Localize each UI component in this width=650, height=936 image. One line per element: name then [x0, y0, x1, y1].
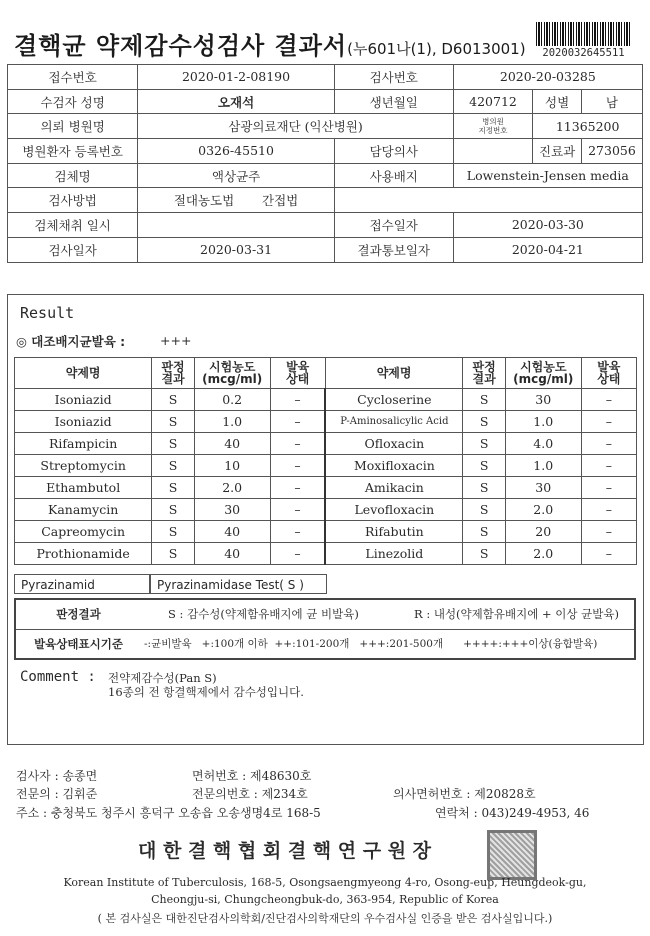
receive-date-value: 2020-03-30: [453, 213, 642, 238]
table-row: [15, 389, 637, 411]
judge-result: S: [152, 433, 195, 455]
col-drug: 약제명: [15, 358, 152, 389]
drug-name: Isoniazid: [15, 411, 152, 433]
drug-name: Capreomycin: [15, 521, 152, 543]
growth-status: –: [581, 433, 636, 455]
growth-status: –: [270, 433, 325, 455]
contact: 연락처 : 043)249-4953, 46: [435, 806, 590, 820]
table-row: [8, 213, 643, 238]
pyrazinamid-label: Pyrazinamid: [14, 574, 150, 594]
test-no-value: 2020-20-03285: [453, 65, 642, 90]
barcode-number: 2020032645511: [542, 47, 625, 59]
title-text: 결핵균 약제감수성검사 결과서: [14, 32, 348, 60]
doctor-license: 의사면허번호 : 제20828호: [393, 787, 536, 801]
growth-status: –: [581, 543, 636, 565]
comment-label: Comment :: [20, 669, 96, 685]
drug-name: Linezolid: [325, 543, 463, 565]
birth-label: 생년월일: [334, 89, 453, 114]
table-row: [8, 114, 643, 139]
doctor-label: 담당의사: [334, 139, 453, 164]
control-label: ◎ 대조배지균발육 :: [16, 334, 126, 349]
hospital-code-label: 병의원 지정번호: [453, 114, 533, 139]
col-conc-2: 시험농도 (mcg/ml): [505, 358, 581, 389]
table-row: [15, 411, 637, 433]
col-judge: 판정 결과: [152, 358, 195, 389]
growth-criteria-text: -:균비발육 +:100개 이하 ++:101-200개 +++:201-500개 ++++:+++이상(융합발육): [144, 638, 598, 650]
test-concentration: 30: [194, 499, 270, 521]
address: 주소 : 충청북도 청주시 흥덕구 오송읍 오송생명4로 168-5: [16, 806, 321, 820]
specialist: 전문의 : 김휘준: [16, 787, 98, 801]
col-judge-2: 판정 결과: [463, 358, 506, 389]
judge-criteria-row: [16, 600, 634, 630]
barcode: [536, 22, 631, 46]
method-value: [138, 188, 334, 213]
judge-result: S: [152, 455, 195, 477]
patient-info-table: [7, 64, 643, 263]
sex-label: 성별: [533, 89, 582, 114]
judge-result: S: [463, 433, 506, 455]
test-concentration: 1.0: [505, 411, 581, 433]
test-concentration: 1.0: [505, 455, 581, 477]
drug-name: Cycloserine: [325, 389, 463, 411]
test-concentration: 40: [194, 521, 270, 543]
growth-status: –: [581, 389, 636, 411]
test-concentration: 20: [505, 521, 581, 543]
test-date-value: 2020-03-31: [138, 237, 334, 262]
table-row: [15, 521, 637, 543]
control-value: +++: [160, 333, 192, 348]
drug-name: Streptomycin: [15, 455, 152, 477]
patient-name-label: 수검자 성명: [8, 89, 138, 114]
patient-name-value: 오재석: [138, 89, 334, 114]
judge-result: S: [463, 477, 506, 499]
certification-note: ( 본 검사실은 대한진단검사의학회/진단검사의학재단의 우수검사실 인증을 받은 검사실입니다.): [97, 912, 553, 925]
growth-status: –: [270, 455, 325, 477]
test-concentration: 10: [194, 455, 270, 477]
growth-status: –: [581, 455, 636, 477]
table-row: [8, 188, 643, 213]
method-2: 간접법: [262, 193, 299, 209]
growth-status: –: [581, 477, 636, 499]
drug-result-table: [14, 357, 637, 565]
growth-status: –: [581, 499, 636, 521]
english-address-1: Korean Institute of Tuberculosis, 168-5, Osongsaengmyeong 4-ro, Osong-eup, Heungdeok-gu,: [63, 876, 587, 889]
tester: 검사자 : 송종면: [16, 769, 98, 783]
test-concentration: 40: [194, 543, 270, 565]
drug-name: Rifampicin: [15, 433, 152, 455]
hospital-value: 삼광의료재단 (익산병원): [138, 114, 453, 139]
judge-s-text: S : 감수성(약제함유배지에 균 비발육): [168, 607, 359, 621]
empty-cell: [334, 188, 642, 213]
judge-result: S: [463, 521, 506, 543]
growth-status: –: [270, 411, 325, 433]
table-row: [8, 237, 643, 262]
table-header-row: [15, 358, 637, 389]
col-conc: 시험농도 (mcg/ml): [194, 358, 270, 389]
growth-status: –: [270, 499, 325, 521]
form-code: (누601나(1), D6013001): [347, 40, 526, 58]
growth-criteria-label: 발육상태표시기준: [34, 637, 123, 651]
table-row: [15, 543, 637, 565]
method-label: 검사방법: [8, 188, 138, 213]
report-date-label: 결과통보일자: [334, 237, 453, 262]
collect-date-value: [138, 213, 334, 238]
col-drug-2: 약제명: [325, 358, 463, 389]
reg-no-value: 0326-45510: [138, 139, 334, 164]
growth-status: –: [581, 521, 636, 543]
drug-name: Ofloxacin: [325, 433, 463, 455]
test-concentration: 2.0: [505, 499, 581, 521]
birth-value: 420712: [453, 89, 533, 114]
drug-name: Prothionamide: [15, 543, 152, 565]
test-no-label: 검사번호: [334, 65, 453, 90]
receipt-no-label: 접수번호: [8, 65, 138, 90]
tester-license: 면허번호 : 제48630호: [192, 769, 312, 783]
test-concentration: 30: [505, 389, 581, 411]
document-title: [14, 26, 526, 61]
table-row: [8, 89, 643, 114]
medium-value: Lowenstein-Jensen media: [453, 163, 642, 188]
judge-result: S: [463, 455, 506, 477]
drug-name: Isoniazid: [15, 389, 152, 411]
dept-label: 진료과: [533, 139, 582, 164]
growth-status: –: [270, 477, 325, 499]
comment-line-1: 전약제감수성(Pan S): [108, 671, 217, 685]
test-concentration: 1.0: [194, 411, 270, 433]
judge-result: S: [463, 389, 506, 411]
receipt-no-value: 2020-01-2-08190: [138, 65, 334, 90]
test-concentration: 2.0: [505, 543, 581, 565]
table-row: [15, 455, 637, 477]
judge-result: S: [152, 521, 195, 543]
result-title: Result: [20, 304, 75, 322]
criteria-box: [14, 598, 636, 660]
growth-status: –: [270, 543, 325, 565]
dept-value: 273056: [581, 139, 642, 164]
table-row: [15, 499, 637, 521]
growth-status: –: [270, 521, 325, 543]
judge-criteria-label: 판정결과: [56, 607, 101, 621]
test-concentration: 40: [194, 433, 270, 455]
medium-label: 사용배지: [334, 163, 453, 188]
col-growth-2: 발육 상태: [581, 358, 636, 389]
judge-result: S: [152, 543, 195, 565]
growth-status: –: [581, 411, 636, 433]
table-row: [15, 433, 637, 455]
table-row: [8, 163, 643, 188]
drug-name: P-Aminosalicylic Acid: [325, 411, 463, 433]
growth-criteria-row: [16, 630, 634, 659]
test-concentration: 0.2: [194, 389, 270, 411]
test-concentration: 4.0: [505, 433, 581, 455]
judge-result: S: [152, 477, 195, 499]
specialist-no: 전문의번호 : 제234호: [192, 787, 308, 801]
judge-result: S: [152, 389, 195, 411]
specimen-label: 검체명: [8, 163, 138, 188]
collect-date-label: 검체채취 일시: [8, 213, 138, 238]
sex-value: 남: [581, 89, 642, 114]
table-row: [8, 65, 643, 90]
judge-result: S: [463, 499, 506, 521]
hospital-label: 의뢰 병원명: [8, 114, 138, 139]
drug-name: Rifabutin: [325, 521, 463, 543]
table-row: [15, 477, 637, 499]
table-row: [8, 139, 643, 164]
official-seal: [487, 830, 537, 880]
method-1: 절대농도법: [173, 193, 235, 209]
specimen-value: 액상균주: [138, 163, 334, 188]
receive-date-label: 접수일자: [334, 213, 453, 238]
report-date-value: 2020-04-21: [453, 237, 642, 262]
judge-r-text: R : 내성(약제함유배지에 + 이상 균발육): [414, 607, 619, 621]
english-address-2: Cheongju-si, Chungcheongbuk-do, 363-954, Republic of Korea: [151, 893, 499, 906]
judge-result: S: [463, 411, 506, 433]
col-growth: 발육 상태: [270, 358, 325, 389]
drug-name: Amikacin: [325, 477, 463, 499]
growth-status: –: [270, 389, 325, 411]
test-concentration: 30: [505, 477, 581, 499]
judge-result: S: [463, 543, 506, 565]
pyrazinamid-value: Pyrazinamidase Test( S ): [150, 574, 327, 594]
test-date-label: 검사일자: [8, 237, 138, 262]
reg-no-label: 병원환자 등록번호: [8, 139, 138, 164]
drug-name: Kanamycin: [15, 499, 152, 521]
drug-name: Levofloxacin: [325, 499, 463, 521]
doctor-value: [453, 139, 533, 164]
organization-name: 대 한 결 핵 협 회 결 핵 연 구 원 장: [138, 840, 432, 862]
test-concentration: 2.0: [194, 477, 270, 499]
drug-name: Ethambutol: [15, 477, 152, 499]
judge-result: S: [152, 411, 195, 433]
judge-result: S: [152, 499, 195, 521]
hospital-code-value: 11365200: [533, 114, 643, 139]
drug-name: Moxifloxacin: [325, 455, 463, 477]
comment-line-2: 16종의 전 항결핵제에서 감수성입니다.: [108, 685, 304, 699]
